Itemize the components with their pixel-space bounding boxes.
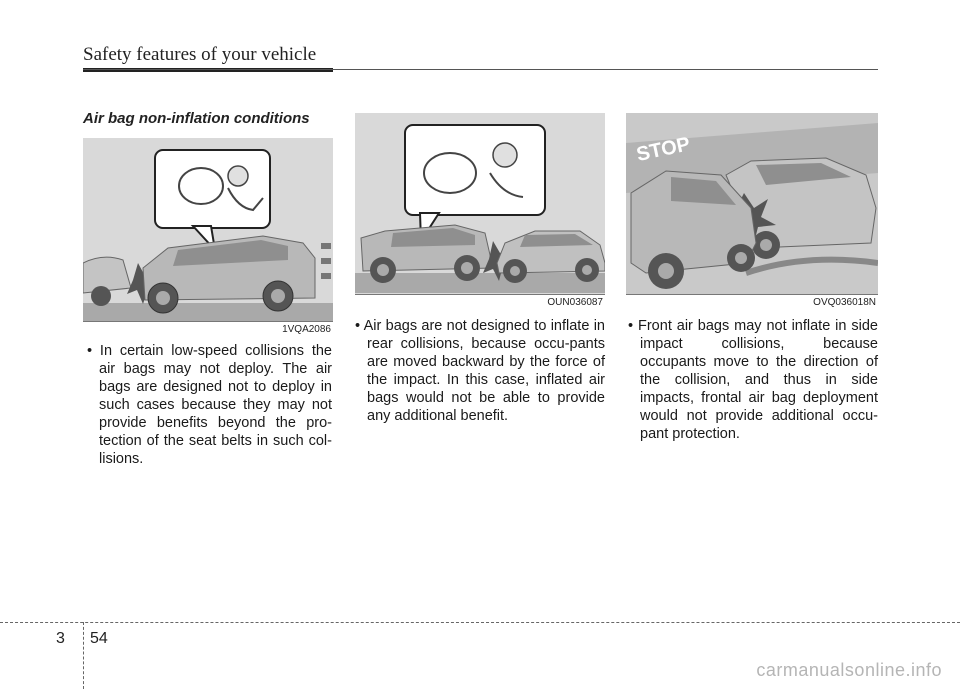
illustration-rear-collision: [355, 113, 605, 309]
figure-code: 1VQA2086: [282, 324, 331, 335]
stop-road-marking: STOP: [634, 133, 693, 166]
figure-code: OVQ036018N: [813, 297, 876, 308]
footer-divider: [83, 622, 84, 689]
bullet-rear-collision: • Air bags are not designed to inflate in rear collisions, because occu-pants are moved backward by the force of the impact. In this case, inflated air bags would not be able to provide any additional benefit.: [355, 318, 605, 424]
footer-rule: [0, 622, 960, 623]
figure-low-speed-collision: [83, 138, 333, 336]
figure-rear-collision: [355, 113, 605, 309]
figure-side-impact: [626, 113, 878, 309]
bullet-low-speed: • In certain low-speed collisions the air bags may not deploy. The air bags are designed not to deploy in such cases because they may not provide benefits beyond the pro-tection of the seat belts in such col-lisions.: [87, 343, 332, 467]
page-number: 54: [90, 630, 108, 647]
illustration-side-impact: [626, 113, 878, 309]
watermark: carmanualsonline.info: [756, 660, 942, 680]
figure-code: OUN036087: [547, 297, 603, 308]
section-heading: Air bag non-inflation conditions: [83, 110, 310, 127]
illustration-low-speed-collision: [83, 138, 333, 336]
page-section-number: 3: [56, 630, 65, 647]
header-rule: [83, 69, 878, 70]
bullet-side-impact: • Front air bags may not inflate in side impact collisions, because occupants move to the direction of the collision, and thus in side impacts, frontal air bag deployment would not provide additional occu-pant protection.: [628, 318, 878, 442]
page-header-title: Safety features of your vehicle: [83, 44, 317, 65]
